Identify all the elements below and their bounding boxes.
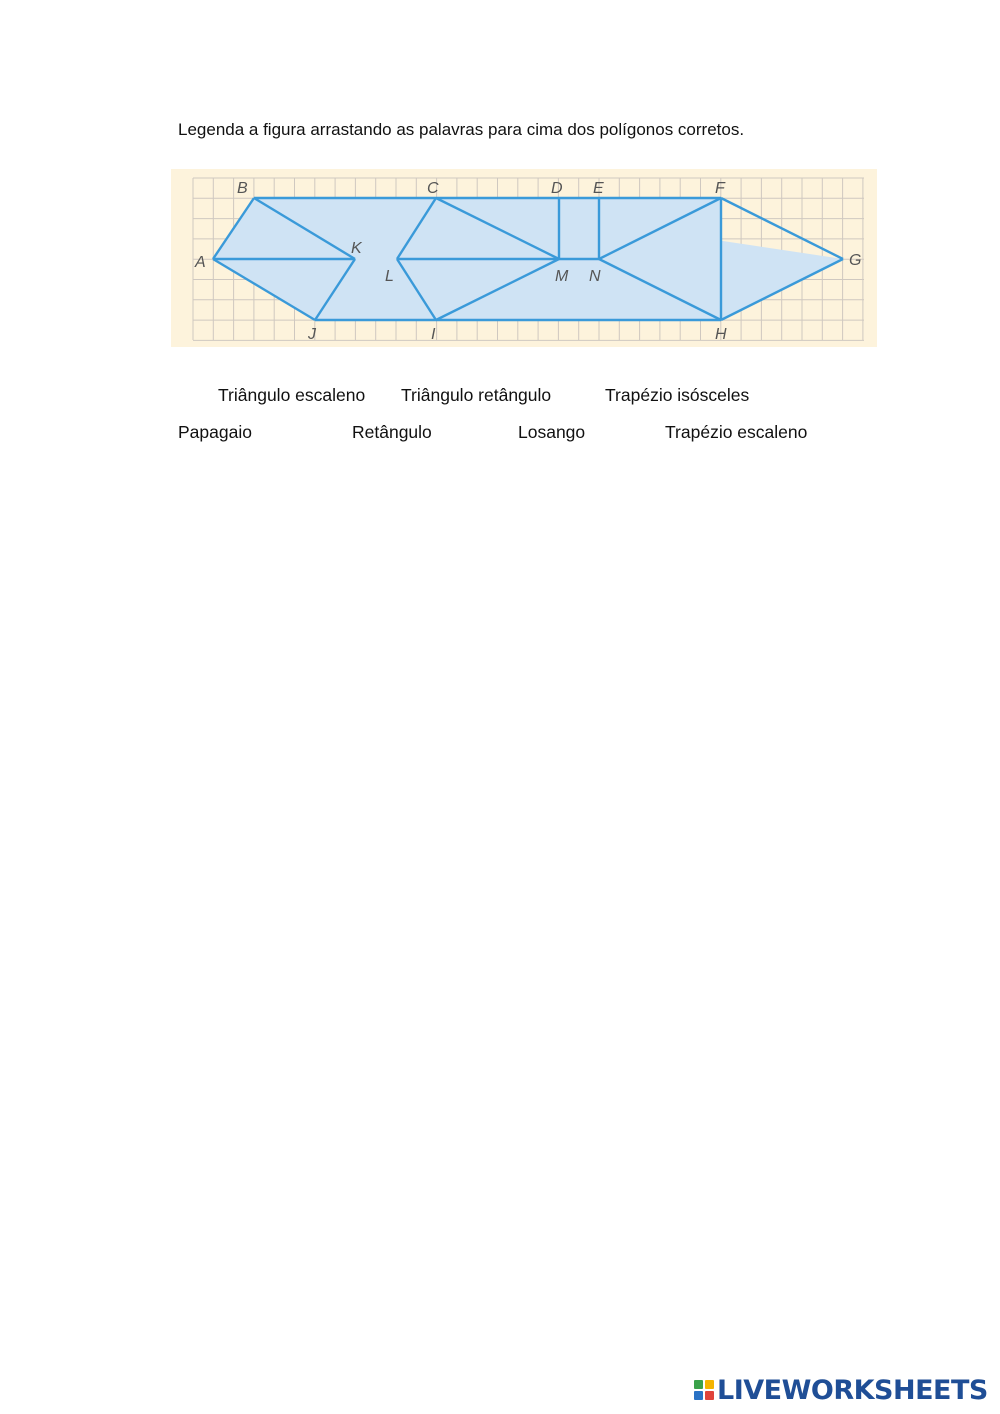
point-label-h: H — [715, 326, 727, 343]
point-label-k: K — [351, 240, 362, 257]
point-label-d: D — [551, 180, 563, 197]
logo-text: LIVEWORKSHEETS — [717, 1374, 988, 1406]
logo-icon — [694, 1380, 714, 1400]
word-papagaio[interactable]: Papagaio — [178, 422, 252, 442]
word-triangulo-escaleno[interactable]: Triângulo escaleno — [218, 385, 366, 405]
word-trapezio-escaleno[interactable]: Trapézio escaleno — [665, 422, 808, 442]
word-retangulo[interactable]: Retângulo — [352, 422, 432, 442]
instruction-text: Legenda a figura arrastando as palavras para cima dos polígonos corretos. — [178, 120, 745, 139]
liveworksheets-logo — [694, 1374, 988, 1406]
point-label-e: E — [593, 180, 604, 197]
polygon-figure — [171, 169, 877, 347]
point-label-c: C — [427, 180, 439, 197]
point-label-b: B — [237, 180, 248, 197]
point-label-g: G — [849, 252, 862, 269]
word-trapezio-isosceles[interactable]: Trapézio isósceles — [605, 385, 750, 405]
word-losango[interactable]: Losango — [518, 422, 586, 442]
point-label-f: F — [715, 180, 725, 197]
point-label-l: L — [385, 268, 394, 285]
point-label-a: A — [195, 254, 206, 271]
point-label-j: J — [308, 326, 316, 343]
point-label-i: I — [431, 326, 436, 343]
point-label-m: M — [555, 268, 569, 285]
point-label-n: N — [589, 268, 601, 285]
word-triangulo-retangulo[interactable]: Triângulo retângulo — [401, 385, 552, 405]
